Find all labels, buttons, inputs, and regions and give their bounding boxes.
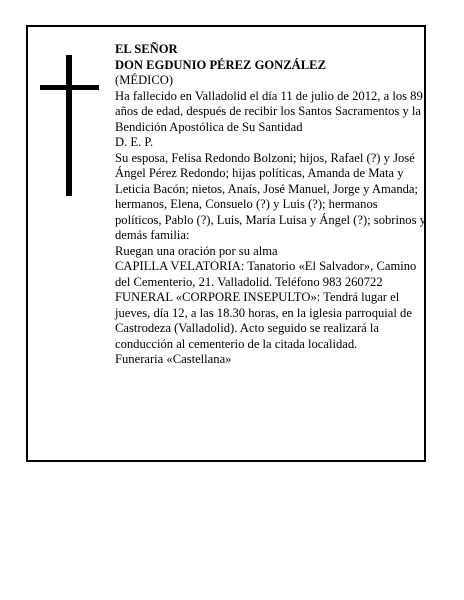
cross-horizontal-bar — [40, 85, 99, 90]
prayer-request: Ruegan una oración por su alma — [115, 243, 278, 258]
deceased-profession: (MÉDICO) — [115, 73, 174, 87]
funeral-home: Funeraria «Castellana» — [115, 352, 232, 366]
cross-vertical-bar — [66, 55, 72, 196]
deceased-name: DON EGDUNIO PÉREZ GONZÁLEZ — [115, 57, 326, 72]
rip-text: D. E. P. — [115, 135, 154, 149]
death-announcement: Ha fallecido en Valladolid el día 11 de julio de 2012, a los 89 años de edad, después de recibir los Santos Sacramentos y la Bendición Apostólica de Su Santidad — [115, 88, 423, 134]
obituary-text — [115, 42, 427, 368]
funeral-details: FUNERAL «CORPORE INSEPULTO»: Tendrá lugar el jueves, día 12, a las 18.30 horas, en la iglesia parroquial de Castrodeza (Valladolid). Acto seguido se realizará la conducción al cementerio de la citada localidad. — [115, 290, 412, 351]
family-list: Su esposa, Felisa Redondo Bolzoni; hijos, Rafael (?) y José Ángel Pérez Redondo; hijas políticas, Amanda de Mata y Leticia Bacón; nietos, Anaís, José Manuel, Jorge y Amanda; hermanos, Elena, Consuelo (?) y Luis (?); hermanos políticos, Pablo (?), Luis, María Luisa y Ángel (?); sobrinos y demás familia: — [115, 150, 426, 242]
obituary-notice — [26, 25, 426, 462]
obituary-heading: EL SEÑOR — [115, 42, 178, 56]
wake-details: CAPILLA VELATORIA: Tanatorio «El Salvador», Camino del Cementerio, 21. Valladolid. Teléfono 983 260722 — [115, 259, 417, 289]
